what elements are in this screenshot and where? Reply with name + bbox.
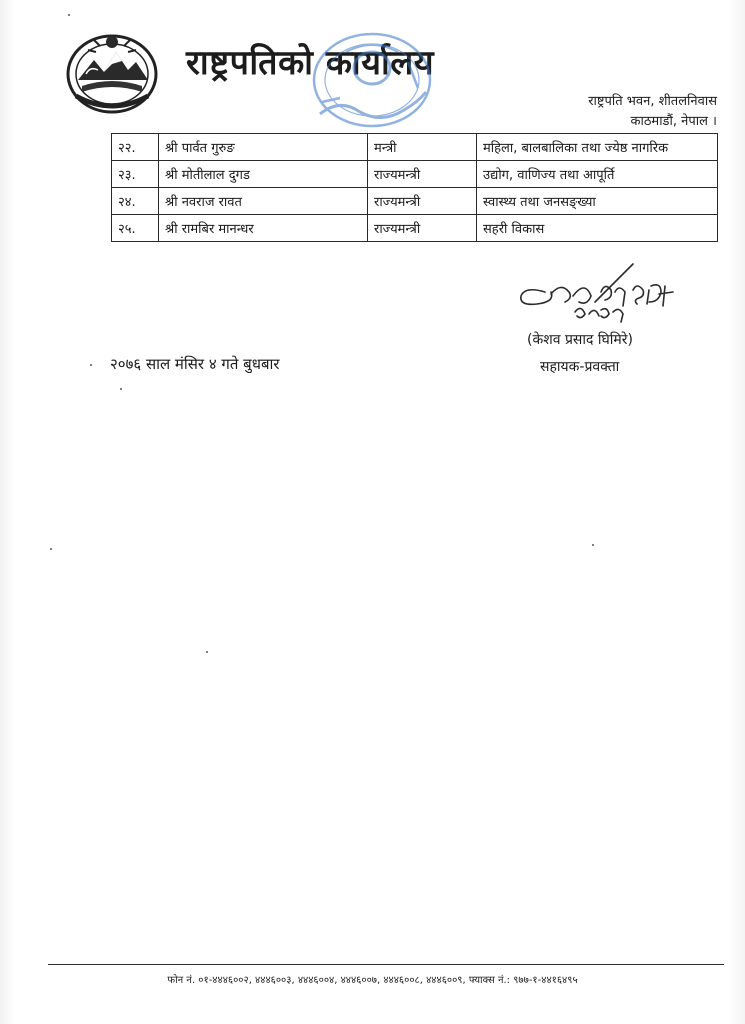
office-address [588, 92, 717, 132]
row-number: २५. [112, 215, 159, 242]
footer-contact-numbers: फोन नं. ०१-४४४६००२, ४४४६००३, ४४४६००४, ४४४६००७, ४४४६००८, ४४४६००९, फ्याक्स नं.: ९७७-१-४४१६४९५ [167, 975, 578, 986]
scan-speck [50, 548, 52, 550]
scan-speck [120, 388, 122, 390]
document-date: २०७६ साल मंसिर ४ गते बुधबार [110, 355, 280, 373]
ministry-name: महिला, बालबालिका तथा ज्येष्ठ नागरिक [477, 134, 718, 161]
table-row [112, 215, 718, 242]
address-line-1: राष्ट्रपति भवन, शीतलनिवास [588, 94, 717, 109]
minister-name: श्री पार्वत गुरुङ [159, 134, 368, 161]
table-row [112, 134, 718, 161]
minister-name: श्री रामबिर मानन्धर [159, 215, 368, 242]
nepal-coat-of-arms-icon [64, 30, 160, 114]
scan-speck [206, 651, 208, 653]
minister-role: राज्यमन्त्री [368, 188, 477, 215]
address-line-2: काठमाडौं, नेपाल । [630, 114, 717, 129]
row-number: २४. [112, 188, 159, 215]
office-round-stamp-icon [300, 28, 448, 136]
table-row [112, 161, 718, 188]
ministers-table [111, 133, 718, 242]
minister-role: राज्यमन्त्री [368, 215, 477, 242]
minister-name: श्री मोतीलाल दुगड [159, 161, 368, 188]
scan-speck [592, 544, 594, 546]
scan-speck [90, 364, 92, 366]
minister-role: मन्त्री [368, 134, 477, 161]
minister-name: श्री नवराज रावत [159, 188, 368, 215]
ministry-name: स्वास्थ्य तथा जनसङ्ख्या [477, 188, 718, 215]
row-number: २३. [112, 161, 159, 188]
scan-speck [68, 14, 70, 16]
ministry-name: उद्योग, वाणिज्य तथा आपूर्ति [477, 161, 718, 188]
footer-divider [48, 964, 724, 965]
table-row [112, 188, 718, 215]
signer-name: (केशव प्रसाद घिमिरे) [527, 332, 633, 348]
minister-role: राज्यमन्त्री [368, 161, 477, 188]
ministry-name: सहरी विकास [477, 215, 718, 242]
signer-title: सहायक-प्रवक्ता [540, 359, 620, 375]
office-title: राष्ट्रपतिको कार्यालय [186, 43, 435, 83]
row-number: २२. [112, 134, 159, 161]
handwritten-signature-icon [515, 262, 680, 334]
